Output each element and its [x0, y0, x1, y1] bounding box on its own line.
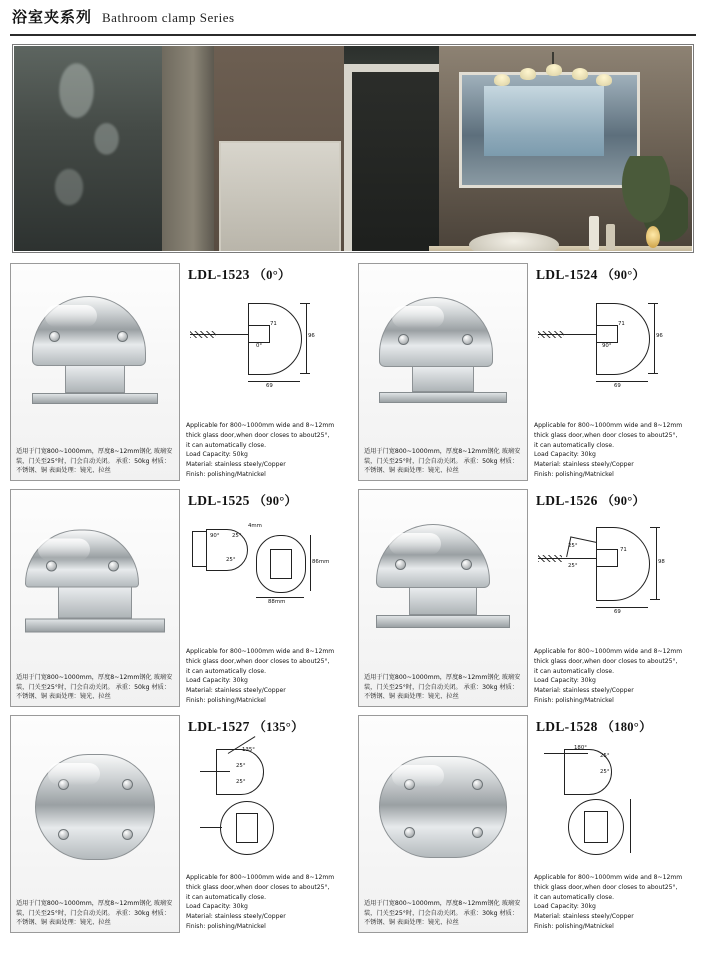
- page-title-en: Bathroom clamp Series: [102, 10, 235, 25]
- product-photo: [10, 715, 180, 933]
- product-info: [186, 489, 348, 707]
- dim-label: 96: [656, 333, 663, 339]
- product-model: LDL-1524: [536, 267, 598, 282]
- product-angle: （135°）: [253, 720, 304, 734]
- product-title: [188, 265, 348, 283]
- product-info: [534, 715, 696, 933]
- product-cell: [10, 263, 348, 481]
- sink: [469, 232, 559, 251]
- dim-label: 0°: [256, 343, 263, 349]
- product-title: [536, 491, 696, 509]
- product-spec: Applicable for 800~1000mm wide and 8~12mm thick glass door,when door closes to about25°, it can automatically close. Load Capacity: 30kg Material: stainless steely/Copper Finish: polishing/Matnickel: [534, 421, 683, 479]
- product-info: [186, 715, 348, 933]
- photo-caption: 适用于门宽800~1000mm，厚度8~12mm钢化 玻璃安装，门关至25°时，门会自动关闭。 承重：30kg 材质：不锈钢、铜 表面处理：镜光、拉丝: [364, 900, 521, 927]
- photo-caption: 适用于门宽800~1000mm，厚度8~12mm钢化 玻璃安装，门关至25°时，门会自动关闭。 承重：30kg 材质：不锈钢、铜 表面处理：镜光、拉丝: [16, 900, 173, 927]
- window: [484, 86, 604, 156]
- dim-label: 4mm: [248, 523, 262, 529]
- dim-label: 135°: [242, 747, 255, 753]
- product-model: LDL-1528: [536, 719, 598, 734]
- door-panel: [162, 46, 214, 251]
- dim-label: 86mm: [312, 559, 330, 565]
- product-title: [188, 717, 348, 735]
- clamp-hardware-image: [379, 756, 507, 858]
- dim-label: 90°: [210, 533, 220, 539]
- dim-label: 25°: [568, 563, 578, 569]
- dim-label: 88mm: [268, 599, 286, 605]
- dim-label: 96: [308, 333, 315, 339]
- product-cell: [10, 489, 348, 707]
- product-photo: [10, 489, 180, 707]
- page-title-cn: 浴室夹系列: [12, 9, 93, 26]
- clamp-hardware-image: [379, 297, 507, 403]
- product-title: [536, 717, 696, 735]
- wall-panel: [219, 141, 341, 251]
- technical-drawing: [534, 287, 696, 421]
- clamp-hardware-image: [35, 754, 155, 860]
- product-photo: [358, 489, 528, 707]
- technical-drawing: [186, 287, 348, 421]
- product-angle: （90°）: [601, 494, 646, 508]
- product-photo: [358, 263, 528, 481]
- photo-caption: 适用于门宽800~1000mm，厚度8~12mm钢化 玻璃安装，门关至25°时，门会自动关闭。 承重：50kg 材质：不锈钢、铜 表面处理：镜光、拉丝: [364, 448, 521, 475]
- bathroom-interior-photo: [14, 46, 692, 251]
- candle-icon: [646, 226, 660, 248]
- bottle-small: [606, 224, 615, 250]
- product-spec: Applicable for 800~1000mm wide and 8~12mm thick glass door,when door closes to about25°, it can automatically close. Load Capacity: 30kg Material: stainless steely/Copper Finish: polishing/Matnickel: [186, 873, 335, 931]
- photo-caption: 适用于门宽800~1000mm，厚度8~12mm钢化 玻璃安装，门关至25°时，门会自动关闭。 承重：50kg 材质：不锈钢、铜 表面处理：镜光、拉丝: [16, 674, 173, 701]
- hero-image-frame: [12, 44, 694, 253]
- product-model: LDL-1526: [536, 493, 598, 508]
- technical-drawing: [534, 513, 696, 647]
- product-cell: [10, 715, 348, 933]
- product-angle: （90°）: [253, 494, 298, 508]
- chandelier-icon: [494, 52, 614, 88]
- product-angle: （0°）: [253, 268, 291, 282]
- page-header: [0, 0, 706, 31]
- dim-label: 25°: [226, 557, 236, 563]
- technical-drawing: [186, 739, 348, 873]
- dim-label: 25°: [568, 543, 578, 549]
- product-model: LDL-1525: [188, 493, 250, 508]
- clamp-hardware-image: [376, 524, 510, 628]
- dim-label: 69: [266, 383, 273, 389]
- dim-label: 25°: [236, 763, 246, 769]
- product-model: LDL-1523: [188, 267, 250, 282]
- product-photo: [358, 715, 528, 933]
- dim-label: 25°: [600, 769, 610, 775]
- product-title: [536, 265, 696, 283]
- product-spec: Applicable for 800~1000mm wide and 8~12mm thick glass door,when door closes to about25°, it can automatically close. Load Capacity: 50kg Material: stainless steely/Copper Finish: polishing/Matnickel: [186, 421, 335, 479]
- clamp-hardware-image: [32, 296, 158, 404]
- product-cell: [358, 263, 696, 481]
- product-info: [534, 489, 696, 707]
- dim-label: 71: [618, 321, 625, 327]
- product-info: [534, 263, 696, 481]
- product-angle: （180°）: [601, 720, 652, 734]
- dim-label: 71: [270, 321, 277, 327]
- product-cell: [358, 715, 696, 933]
- photo-caption: 适用于门宽800~1000mm，厚度8~12mm钢化 玻璃安装，门关至25°时，门会自动关闭。 承重：50kg 材质：不锈钢、铜 表面处理：镜光、拉丝: [16, 448, 173, 475]
- product-spec: Applicable for 800~1000mm wide and 8~12mm thick glass door,when door closes to about25°, it can automatically close. Load Capacity: 30kg Material: stainless steely/Copper Finish: polishing/Matnickel: [186, 647, 335, 705]
- glass-pattern: [24, 52, 174, 245]
- technical-drawing: [186, 513, 348, 647]
- dim-label: 25°: [232, 533, 242, 539]
- photo-caption: 适用于门宽800~1000mm，厚度8~12mm钢化 玻璃安装，门关至25°时，门会自动关闭。 承重：30kg 材质：不锈钢、铜 表面处理：镜光、拉丝: [364, 674, 521, 701]
- product-title: [188, 491, 348, 509]
- header-divider: [10, 34, 696, 36]
- dim-label: 25°: [600, 753, 610, 759]
- dim-label: 90°: [602, 343, 612, 349]
- technical-drawing: [534, 739, 696, 873]
- product-angle: （90°）: [601, 268, 646, 282]
- product-grid: [10, 263, 696, 933]
- dim-label: 69: [614, 609, 621, 615]
- bottle: [589, 216, 599, 250]
- product-spec: Applicable for 800~1000mm wide and 8~12mm thick glass door,when door closes to about25°, it can automatically close. Load Capacity: 30kg Material: stainless steely/Copper Finish: polishing/Matnickel: [534, 647, 683, 705]
- dim-label: 25°: [236, 779, 246, 785]
- product-photo: [10, 263, 180, 481]
- dim-label: 98: [658, 559, 665, 565]
- product-cell: [358, 489, 696, 707]
- dim-label: 69: [614, 383, 621, 389]
- product-info: [186, 263, 348, 481]
- dim-label: 180°: [574, 745, 587, 751]
- dim-label: 71: [620, 547, 627, 553]
- clamp-hardware-image: [25, 529, 165, 632]
- product-model: LDL-1527: [188, 719, 250, 734]
- product-spec: Applicable for 800~1000mm wide and 8~12mm thick glass door,when door closes to about25°, it can automatically close. Load Capacity: 30kg Material: stainless steely/Copper Finish: polishing/Matnickel: [534, 873, 683, 931]
